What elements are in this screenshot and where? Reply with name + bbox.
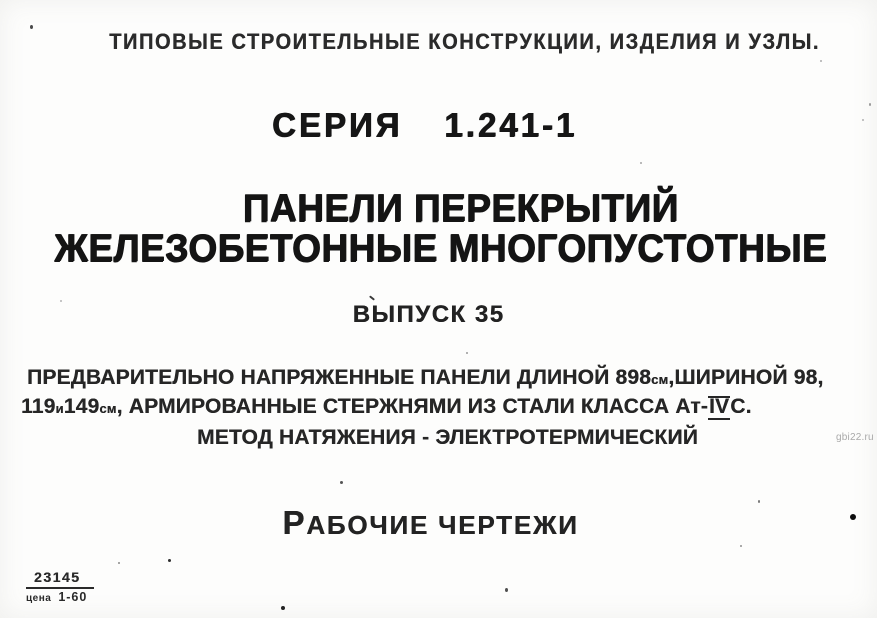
scan-speck <box>118 562 120 564</box>
scan-speck <box>281 606 285 610</box>
stamp-code: 23145 <box>26 570 94 589</box>
scan-speck <box>505 588 508 592</box>
description-line3: МЕТОД НАТЯЖЕНИЯ - ЭЛЕКТРОТЕРМИЧЕСКИЙ <box>197 426 698 449</box>
description-line2-text: , АРМИРОВАННЫЕ СТЕРЖНЯМИ ИЗ СТАЛИ КЛАССА Ат- <box>116 395 708 418</box>
site-watermark: gbi22.ru <box>836 432 874 443</box>
main-title-line1: ПАНЕЛИ ПЕРЕКРЫТИЙ <box>242 186 679 230</box>
main-title-line2: ЖЕЛЕЗОБЕТОННЫЕ МНОГОПУСТОТНЫЕ <box>54 226 827 270</box>
scan-speck <box>340 481 343 484</box>
series-line <box>0 104 863 144</box>
description-line1 <box>27 367 823 388</box>
steel-class-roman-numeral: IV <box>708 395 730 418</box>
conjunction-and: и <box>55 401 64 416</box>
scan-speck <box>60 300 62 302</box>
scan-speck <box>740 545 742 547</box>
scan-speck <box>758 500 760 503</box>
unit-cm: см <box>99 401 117 416</box>
scan-speck <box>869 103 871 106</box>
scan-speck <box>30 25 33 29</box>
price-stamp <box>26 570 94 604</box>
scan-speck <box>168 559 171 562</box>
scan-speck <box>850 514 856 520</box>
working-drawings-subtitle: РАБОЧИЕ ЧЕРТЕЖИ <box>282 504 579 541</box>
width-value-119: 119 <box>21 395 56 418</box>
scan-speck <box>640 162 642 164</box>
description-line2-tail: С. <box>730 395 752 418</box>
unit-cm: см <box>651 372 669 387</box>
description-line1-tail: ,ШИРИНОЙ 98, <box>668 366 824 389</box>
description-line1-text: ПРЕДВАРИТЕЛЬНО НАПРЯЖЕННЫЕ ПАНЕЛИ ДЛИНОЙ 898 <box>27 366 652 389</box>
price-label: цена <box>26 593 52 604</box>
series-number: 1.241-1 <box>444 104 578 144</box>
description-line2 <box>21 396 752 420</box>
scan-speck <box>466 352 468 354</box>
issue-number: ВЫПУСК 35 <box>352 301 505 328</box>
scan-speck <box>369 295 375 300</box>
width-value-149: 149 <box>63 395 100 418</box>
scan-speck <box>820 60 822 62</box>
series-label: СЕРИЯ <box>271 104 403 144</box>
scan-speck <box>862 119 864 121</box>
document-classification-header: ТИПОВЫЕ СТРОИТЕЛЬНЫЕ КОНСТРУКЦИИ, ИЗДЕЛИЯ И УЗЛЫ. <box>109 29 820 55</box>
price-value: 1-60 <box>58 590 88 604</box>
